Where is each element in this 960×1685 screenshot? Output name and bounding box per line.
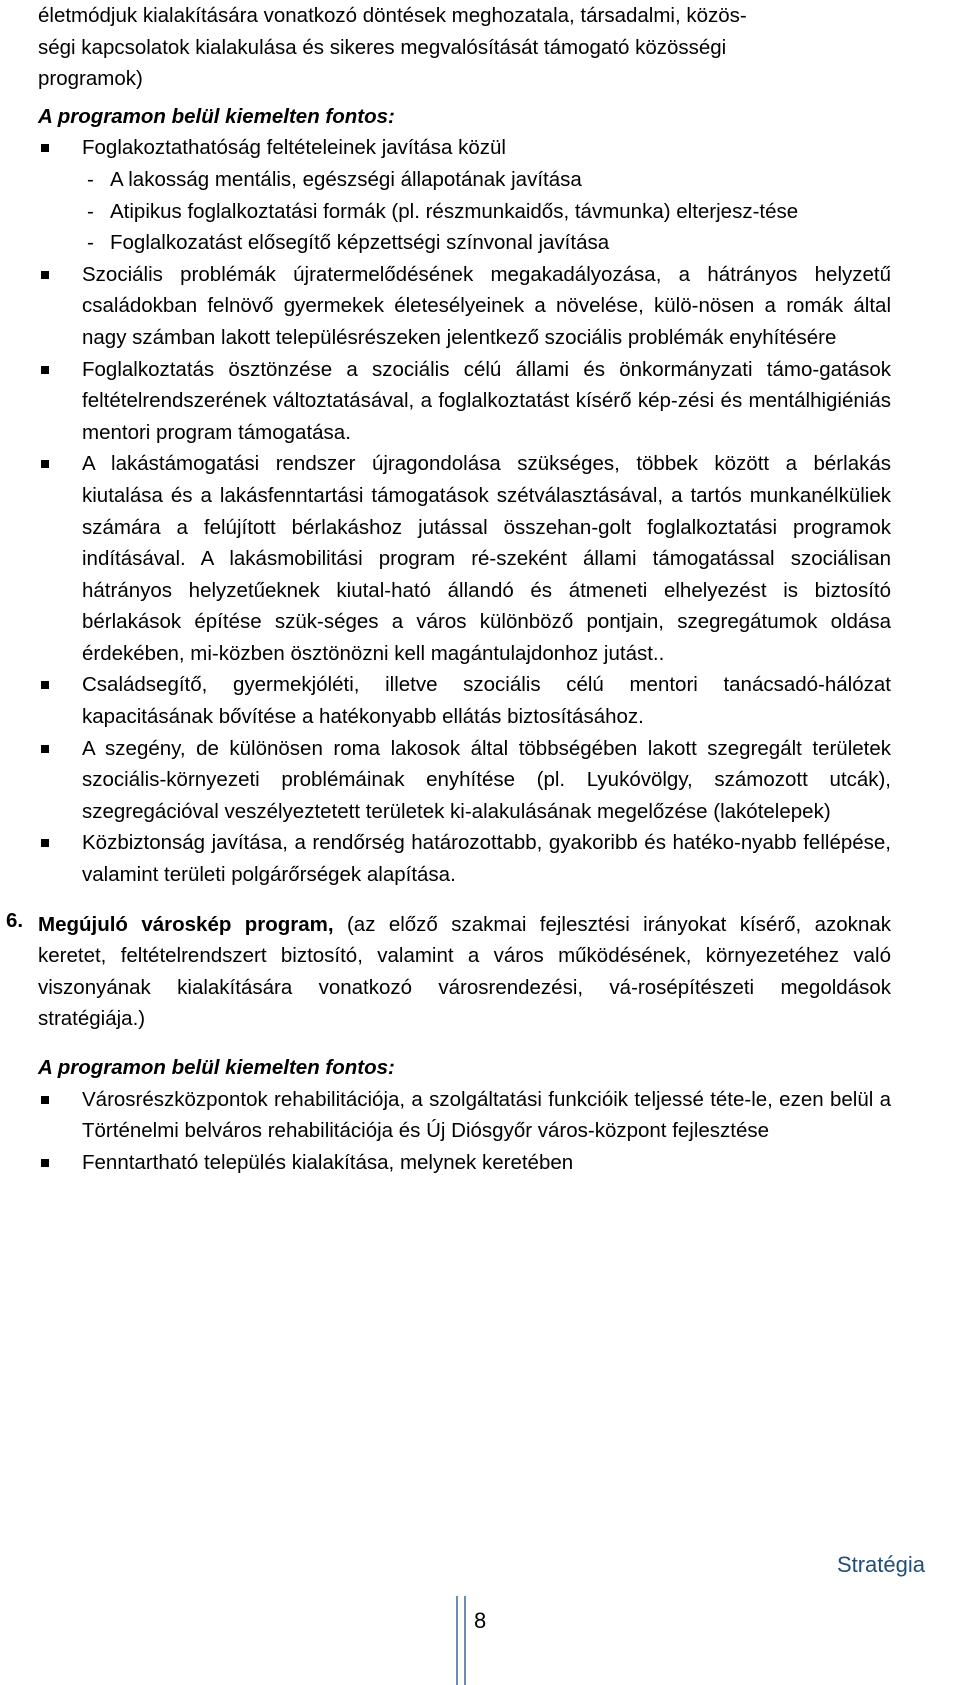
intro-line: életmódjuk kialakítására vonatkozó döntések meghozatala, társadalmi, közös- [38, 4, 747, 27]
bullet-item: A lakástámogatási rendszer újragondolása szükséges, többek között a bérlakás kiutalása és a lakásfenntartási támogatások szétválasztásával, a tartós munkanélküliek számára a felújított bérlakáshoz jutással összehan-golt foglalkoztatási programok indításával. A lakásmobilitási program ré-szeként állami támogatással szociálisan hátrányos helyzetűeknek kiutal-ható állandó és átmeneti elhelyezést is biztosító bérlakások építése szük-séges a város különböző pontjain, szegregátumok oldása érdekében, mi-közben ösztönözni kell magántulajdonhoz jutást.. [38, 448, 891, 669]
bullet-item: Városrészközpontok rehabilitációja, a szolgáltatási funkcióik teljessé téte-le, ezen belül a Történelmi belváros rehabilitációja és Új Diósgyőr város-központ fejlesztése [38, 1084, 891, 1147]
section-paragraph [38, 909, 891, 1035]
intro-line: programok) [38, 67, 143, 91]
section-heading: A programon belül kiemelten fontos: [38, 1056, 395, 1079]
numbered-section [6, 908, 891, 1035]
bullet-list [38, 132, 891, 164]
sub-item [38, 196, 891, 228]
bullet-text: Foglakoztathatóság feltételeinek javítása közül [82, 136, 506, 160]
dash-marker: - [87, 167, 94, 191]
section-text: (az előző szakmai fejlesztési irányokat kísérő, azoknak keretet, feltételrendszert biztosító, valamint a város működésének, környezetéhez való viszonyának kialakítására vonatkozó városrendezési, vá-rosépítészeti megoldások stratégiája.) [38, 912, 891, 1031]
dash-marker: - [87, 199, 94, 223]
dash-marker: - [87, 231, 94, 255]
bullet-item: Foglalkoztatás ösztönzése a szociális célú állami és önkormányzati támo-gatások feltételrendszerének változtatásával, a foglalkoztatást kísérő kép-zési és mentálhigiéniás mentori program támogatása. [38, 354, 891, 449]
bullet-item: Közbiztonság javítása, a rendőrség határozottabb, gyakoribb és hatéko-nyabb fellépése, valamint területi polgárőrségek alapítása. [38, 827, 891, 890]
bullet-item: A szegény, de különösen roma lakosok által többségében lakott szegregált területek szociális-környezeti problémáinak enyhítése (pl. Lyukóvölgy, számozott utcák), szegregációval veszélyeztetett területek ki-alakulásának megelőzése (lakótelepek) [38, 733, 891, 828]
sub-list [38, 164, 891, 259]
intro-line: ségi kapcsolatok kialakulása és sikeres megvalósítását támogató közösségi [38, 35, 727, 59]
page-number-divider [456, 1596, 466, 1685]
bullet-item: Fenntartható település kialakítása, melynek keretében [38, 1147, 891, 1179]
footer-label: Stratégia [836, 1552, 925, 1577]
sub-item-text: Foglalkozatást elősegítő képzettségi színvonal javítása [110, 231, 610, 255]
bullet-list [38, 1084, 891, 1179]
sub-item [38, 227, 891, 259]
page-number: 8 [474, 1608, 487, 1633]
section-heading: A programon belül kiemelten fontos: [38, 104, 395, 128]
intro-paragraph [38, 0, 891, 95]
sub-item-text: Atipikus foglalkoztatási formák (pl. részmunkaidős, távmunka) elterjesz-tése [110, 199, 799, 223]
bullet-item: Szociális problémák újratermelődésének megakadályozása, a hátrányos helyzetű családokban felnövő gyermekek életesélyeinek a növelése, külö-nösen a romák által nagy számban lakott településrészeken jelentkező szociális problémák enyhítésére [38, 259, 891, 354]
sub-item [38, 164, 891, 196]
bullet-list [38, 259, 891, 891]
section-number: 6. [6, 908, 24, 932]
sub-item-text: A lakosság mentális, egészségi állapotának javítása [110, 167, 582, 191]
bullet-item: Családsegítő, gyermekjóléti, illetve szociális célú mentori tanácsadó-hálózat kapacitásának bővítése a hatékonyabb ellátás biztosításához. [38, 669, 891, 732]
bullet-item [38, 132, 891, 164]
document-page [6, 0, 891, 1178]
section-title: Megújuló városkép program, [38, 912, 334, 936]
